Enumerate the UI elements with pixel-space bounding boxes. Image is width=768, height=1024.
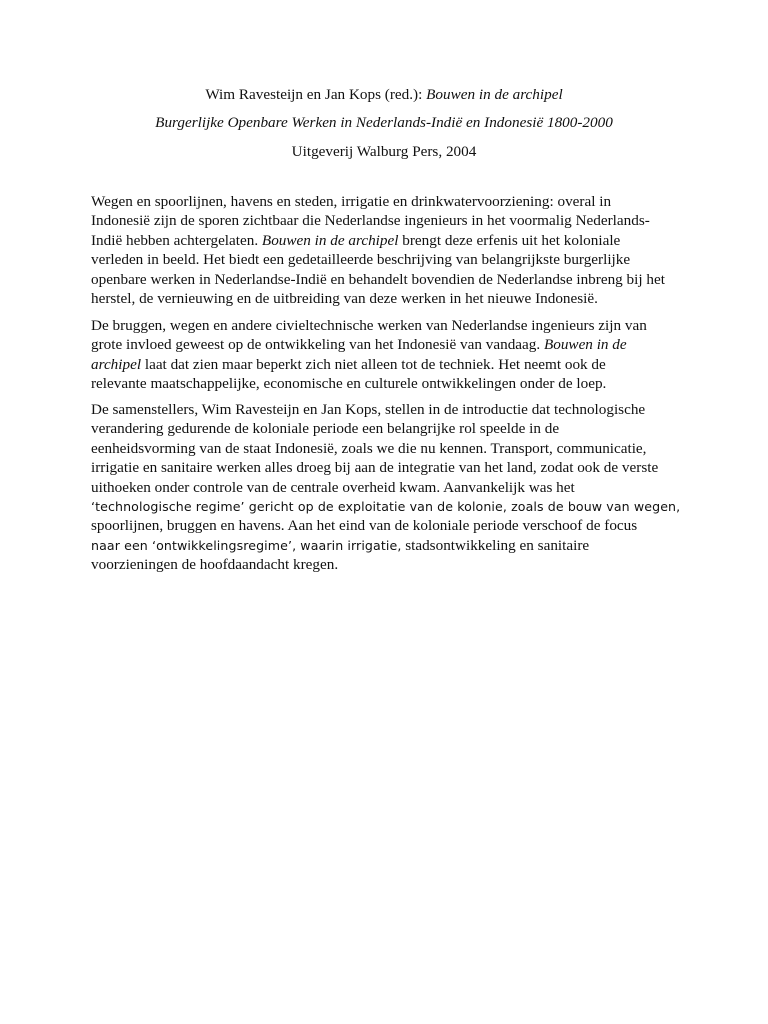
text-line: openbare werken in Nederlandse-Indië en behandelt bovendien de Nederlandse inbreng bij het xyxy=(91,270,665,288)
text-line: spoorlijnen, bruggen en havens. Aan het eind van de koloniale periode verschoof de focus xyxy=(91,517,638,535)
text-line: Indonesië zijn de sporen zichtbaar die Nederlandse ingenieurs in het voormalig Nederlands- xyxy=(91,212,650,230)
text-line xyxy=(91,355,691,374)
text-line: ‘technologische regime’ gericht op de exploitatie van de kolonie, zoals de bouw van wegen, xyxy=(91,499,681,515)
text-line xyxy=(91,231,691,250)
text-line xyxy=(91,536,691,555)
text-line: relevante maatschappelijke, economische en culturele ontwikkelingen onder de loep. xyxy=(91,375,607,393)
book-title-inline: Bouwen in de xyxy=(543,336,627,354)
book-author-line xyxy=(0,86,768,104)
text-line: verandering gedurende de koloniale periode een belangrijke rol speelde in de xyxy=(91,420,560,438)
book-subtitle: Burgerlijke Openbare Werken in Nederlands-Indië en Indonesië 1800-2000 xyxy=(155,114,613,131)
text-line: voorzieningen de hoofdaandacht kregen. xyxy=(91,556,339,574)
text-line: verleden in beeld. Het biedt een gedetailleerde beschrijving van belangrijkste burgerlijke xyxy=(91,251,631,269)
text-line: Wegen en spoorlijnen, havens en steden, irrigatie en drinkwatervoorziening: overal in xyxy=(91,193,612,210)
text-line xyxy=(91,335,691,354)
text-segment: Indië hebben achtergelaten. xyxy=(91,231,262,249)
text-segment: grote invloed geweest op de ontwikkeling van het Indonesië van vandaag. xyxy=(91,336,544,354)
text-line: uithoeken onder controle van de centrale overheid kwam. Aanvankelijk was het xyxy=(91,478,575,496)
text-line: De samenstellers, Wim Ravesteijn en Jan Kops, stellen in de introductie dat technologische xyxy=(91,401,646,418)
text-line: herstel, de vernieuwing en de uitbreiding van deze werken in het nieuwe Indonesië. xyxy=(91,290,598,308)
publisher-line: Uitgeverij Walburg Pers, 2004 xyxy=(291,143,477,160)
text-segment: laat dat zien maar beperkt zich niet alleen tot de techniek. Het neemt ook de xyxy=(141,355,606,373)
text-line: eenheidsvorming van de staat Indonesië, zoals we die nu kennen. Transport, communicatie, xyxy=(91,439,647,457)
book-editors: Wim Ravesteijn en Jan Kops (red.): xyxy=(205,86,427,103)
text-segment: stadsontwikkeling en sanitaire xyxy=(401,536,590,554)
book-title: Bouwen in de archipel xyxy=(426,86,563,103)
paragraph-2 xyxy=(91,316,691,394)
text-line: De bruggen, wegen en andere civieltechnische werken van Nederlandse ingenieurs zijn van xyxy=(91,317,647,334)
paragraph-3 xyxy=(91,400,691,575)
book-title-inline: archipel xyxy=(91,355,142,373)
paragraph-1 xyxy=(91,192,691,308)
book-title-inline: Bouwen in de archipel xyxy=(261,231,399,249)
text-segment: naar een ‘ontwikkelingsregime’, waarin irrigatie, xyxy=(91,537,402,553)
text-segment: brengt deze erfenis uit het koloniale xyxy=(398,231,621,249)
text-line: irrigatie en sanitaire werken alles droeg bij aan de integratie van het land, zodat ook de verste xyxy=(91,459,659,477)
